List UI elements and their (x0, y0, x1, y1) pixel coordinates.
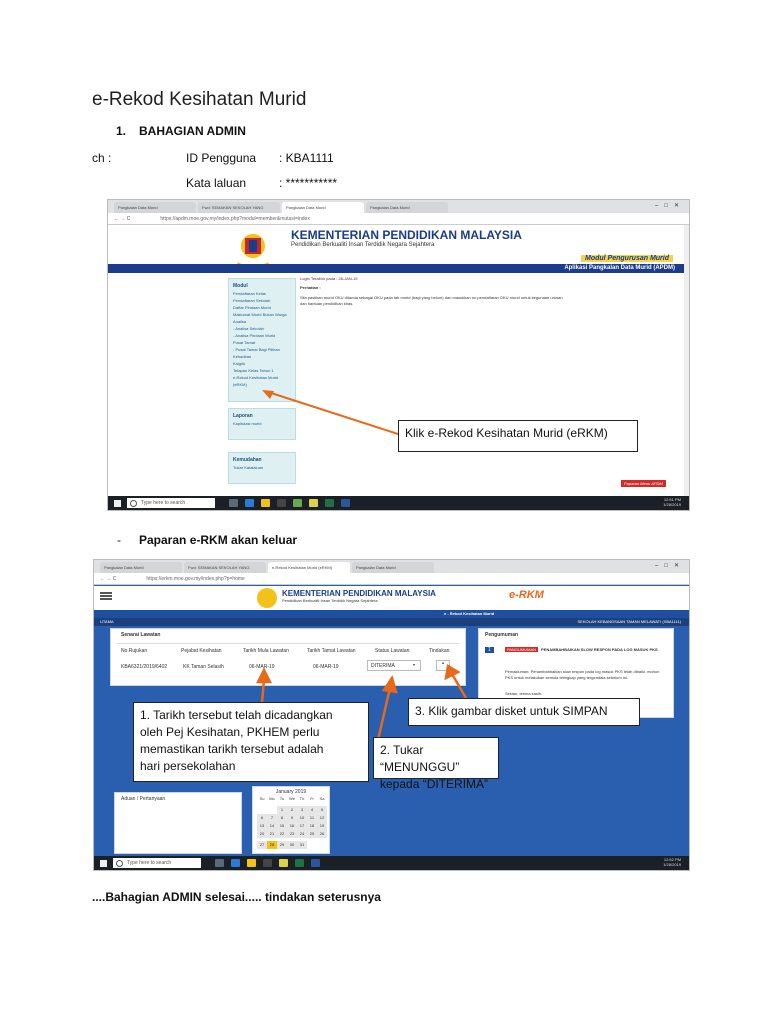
chrome-icon[interactable] (279, 859, 288, 867)
col-header: Tindakan (429, 648, 450, 654)
cell-ref: KBA6321/2019/6402 (121, 664, 168, 670)
calendar-cell[interactable]: 4 (307, 806, 317, 814)
browser-tab-active[interactable]: Pangkalan Data Murid (282, 202, 364, 213)
edge-icon[interactable] (245, 499, 254, 507)
calendar-cell[interactable] (307, 838, 317, 846)
password-label: Kata laluan (186, 176, 247, 190)
excel-icon[interactable] (325, 499, 334, 507)
calendar-cell[interactable]: 30 (287, 841, 297, 849)
browser-tab[interactable]: Pangkalan Data Murid (114, 202, 196, 213)
notice-text: Sila pastikan murid OKU ditanda sebagai OKU pada tab murid (bagi yang belum) dan masukkan no pendaftaran OKU murid untuk kegunaan urusan dan bantuan pendidikan khas. (300, 295, 563, 306)
callout-tukar-status: 2. Tukar “MENUNGGU” kepada “DITERIMA” (373, 737, 499, 779)
ministry-tagline: Pendidikan Berkualiti Insan Terdidik Negara Sejahtera (291, 242, 435, 248)
menu-list (233, 290, 291, 388)
aduan-panel (114, 792, 242, 854)
windows-start-icon[interactable] (100, 860, 107, 867)
menu-item[interactable]: e-Rekod Kesihatan Murid (eRKM) (233, 375, 279, 387)
col-header: Pejabat Kesihatan (181, 648, 222, 654)
calendar-cell[interactable]: 29 (277, 841, 287, 849)
nav-arrows-icon[interactable]: ← → C (100, 575, 117, 582)
calendar-cell[interactable]: 13 (257, 822, 267, 830)
calendar-cell[interactable]: 5 (317, 806, 327, 814)
app-banner (108, 264, 689, 273)
menu-item[interactable]: Pusat Tamat (233, 340, 256, 345)
breadcrumb (94, 618, 689, 626)
calendar-day-header: We (289, 796, 295, 801)
browser-tab[interactable]: Pangkalan Data Murid (352, 562, 434, 573)
windows-taskbar (94, 856, 689, 870)
calendar-day-header: Su (259, 796, 265, 801)
taskbar-clock: 12:52 PM 1/28/2019 (663, 857, 681, 867)
menu-item[interactable]: Daftar Pindaan Murid (233, 305, 271, 310)
announcement-thanks: Sekian, terima kasih. (505, 691, 543, 696)
app-title: Aplikasi Pangkalan Data Murid (APDM) (564, 265, 675, 271)
taskview-icon[interactable] (215, 859, 224, 867)
browser-tab[interactable]: Pangkalan Data Murid (100, 562, 182, 573)
windows-start-icon[interactable] (114, 500, 121, 507)
menu-item[interactable]: Tetapan Kelas Tahun 1 (233, 368, 274, 373)
ch-label: ch : (92, 151, 112, 165)
module-name: Modul Pengurusan Murid (581, 255, 673, 262)
breadcrumb-home[interactable]: UTAMA (100, 619, 114, 624)
calendar-cell[interactable] (257, 803, 267, 811)
hamburger-menu-icon[interactable] (100, 592, 112, 600)
col-header: Tarikh Mula Lawatan (243, 648, 289, 654)
erkm-header (94, 586, 689, 610)
save-disk-icon[interactable]: ▪ (436, 660, 450, 671)
visit-list-panel (110, 628, 466, 686)
calendar-day-header: Sa (319, 796, 325, 801)
calendar-cell[interactable]: 25 (307, 830, 317, 838)
status-select[interactable]: DITERIMA (367, 660, 421, 671)
ministry-name: KEMENTERIAN PENDIDIKAN MALAYSIA (291, 228, 522, 242)
callout-arrow-1 (260, 388, 400, 438)
chevron-down-icon: ▾ (413, 662, 416, 667)
apdm-menu-button[interactable]: Paparan Menu APDM (621, 480, 666, 487)
callout-simpan: 3. Klik gambar disket untuk SIMPAN (408, 698, 640, 726)
calendar-cell[interactable]: 3 (297, 806, 307, 814)
cell-clinic: KK Taman Selasih (183, 664, 224, 670)
menu-item[interactable]: Kehadiran (233, 354, 252, 359)
calendar-grid (253, 795, 329, 849)
calendar-cell[interactable]: 17 (297, 822, 307, 830)
footer-note: ....Bahagian ADMIN selesai..... tindakan seterusnya (92, 890, 381, 904)
menu-item[interactable]: Analisa (233, 319, 247, 324)
windows-taskbar (108, 496, 689, 510)
announcement-body: Pemakluman: Penambahbaikan slow respon pada log masuk PKS telah dibaiki. mohon PKS untuk melakukan semula tetingkap yang tergendala sebelum ini. (505, 669, 660, 680)
calendar-cell[interactable]: 21 (267, 830, 277, 838)
calendar-day-header: Th (299, 796, 305, 801)
calendar-cell[interactable]: 16 (287, 822, 297, 830)
aduan-title: Aduan / Pertanyaan (121, 796, 166, 802)
taskbar-search[interactable]: Type here to search (127, 498, 215, 508)
calendar-cell[interactable]: 24 (297, 830, 307, 838)
taskview-icon[interactable] (229, 499, 238, 507)
calendar-widget (252, 786, 330, 854)
calendar-cell[interactable] (267, 803, 277, 811)
announcement-badge: PANGUMUMAN (507, 647, 537, 652)
notice-title: Perhatian : (300, 285, 321, 290)
taskbar-apps (215, 859, 327, 867)
calendar-cell[interactable]: 15 (277, 822, 287, 830)
menu-title: Modul (233, 283, 248, 289)
taskbar-apps (229, 499, 357, 507)
menu-item[interactable]: - Pusat Tamat Bagi Pilihan (233, 347, 280, 352)
section-title: BAHAGIAN ADMIN (139, 124, 246, 138)
calendar-cell[interactable]: 28 (267, 841, 277, 849)
calendar-day-header: Mo (269, 796, 275, 801)
school-name: SEKOLAH KEBANGSAAN TAMAN MELAWATI (XBA1111) (577, 619, 681, 624)
kemudahan-title: Kemudahan (233, 457, 262, 463)
url-text[interactable]: https://apdm.moe.gov.my/index.php?modul=member&mutasi=index (160, 215, 310, 222)
calendar-cell[interactable]: 22 (277, 830, 287, 838)
laporan-title: Laporan (233, 413, 253, 419)
word-icon[interactable] (341, 499, 350, 507)
screenshot-apdm (107, 199, 690, 511)
calendar-cell[interactable]: 11 (307, 814, 317, 822)
store-icon[interactable] (263, 859, 272, 867)
browser-tabbar (94, 560, 689, 573)
menu-item[interactable]: - Analisa Pindaan Murid (233, 333, 276, 338)
sidebar-kemudahan (228, 452, 296, 484)
calendar-month: January 2019 (275, 789, 307, 795)
calendar-day-header: Tu (279, 796, 285, 801)
menu-item[interactable]: Pendaftaran Sekolah (233, 298, 271, 303)
announcement-title: Pengumuman (485, 632, 519, 638)
section-number: 1. (116, 124, 127, 138)
calendar-cell[interactable]: 12 (317, 814, 327, 822)
calendar-cell[interactable]: 7 (267, 814, 277, 822)
edge-icon[interactable] (231, 859, 240, 867)
announcement-heading: PENAMBAHBAIKAN SLOW RESPON PADA LOG MASUK PKS (541, 647, 658, 652)
ministry-tagline: Pendidikan Berkualiti Insan Terdidik Negara Sejahtera (282, 598, 378, 603)
calendar-cell[interactable]: 27 (257, 841, 267, 849)
calendar-cell[interactable]: 6 (257, 814, 267, 822)
taskbar-search[interactable]: Type here to search (113, 858, 201, 868)
window-controls[interactable]: –□✕ (655, 203, 685, 209)
last-login: Login Terakhir pada : 28-JAN-19 (300, 276, 358, 281)
menu-item[interactable]: Pendaftaran Kelas (233, 291, 266, 296)
document-title: e-Rekod Kesihatan Murid (92, 89, 307, 110)
address-bar[interactable] (94, 573, 689, 585)
calendar-cell[interactable]: 10 (297, 814, 307, 822)
cell-end-date: 06-MAR-19 (313, 664, 339, 670)
calendar-cell[interactable]: 1 (277, 806, 287, 814)
calendar-cell[interactable]: 26 (317, 830, 327, 838)
folder-icon[interactable] (261, 499, 270, 507)
browser-tab[interactable]: Fwd: SEMAKAN SEKOLAH YANG (184, 562, 266, 573)
chrome-icon[interactable] (309, 499, 318, 507)
col-header: Status Lawatan (375, 648, 410, 654)
sidebar-menu (228, 278, 296, 402)
word-icon[interactable] (311, 859, 320, 867)
excel-icon[interactable] (295, 859, 304, 867)
folder-icon[interactable] (247, 859, 256, 867)
calendar-cell[interactable] (317, 838, 327, 846)
menu-item[interactable]: Maklumat Murid Bukan Warga (233, 312, 287, 317)
calendar-day-header: Fr (310, 796, 314, 801)
taskbar-clock: 12:51 PM 1/28/2019 (663, 497, 681, 507)
menu-item[interactable]: Kapitulasi murid (233, 421, 262, 426)
erkm-subbanner (94, 610, 689, 618)
erkm-subtitle: e - Rekod Kesihatan Murid (444, 611, 495, 616)
store-icon[interactable] (277, 499, 286, 507)
menu-item[interactable]: Kaigrik (233, 361, 246, 366)
menu-item[interactable]: Tukar Katalaluan (233, 465, 264, 470)
menu-item[interactable]: - Analisa Sekolah (233, 326, 264, 331)
calendar-cell[interactable]: 20 (257, 830, 267, 838)
panel-title: Senarai Lawatan (121, 632, 161, 638)
calendar-cell[interactable]: 18 (307, 822, 317, 830)
browser-tab[interactable]: Pangkalan Data Murid (366, 202, 448, 213)
app-icon[interactable] (293, 499, 302, 507)
password-value: : *********** (279, 176, 338, 190)
bullet-dash: - (117, 533, 121, 547)
ministry-name: KEMENTERIAN PENDIDIKAN MALAYSIA (282, 589, 436, 598)
address-bar[interactable] (108, 213, 689, 225)
calendar-cell[interactable]: 23 (287, 830, 297, 838)
browser-tab[interactable]: Fwd: SEMAKAN SEKOLAH YANG (198, 202, 280, 213)
browser-tab-active[interactable]: e-Rekod Kesihatan Murid (eRKM) (268, 562, 350, 573)
calendar-cell[interactable]: 14 (267, 822, 277, 830)
id-label: ID Pengguna (186, 151, 257, 165)
col-header: Tarikh Tamat Lawatan (307, 648, 356, 654)
calendar-cell[interactable]: 31 (297, 841, 307, 849)
erkm-brand: e-RKM (509, 589, 544, 601)
url-text[interactable]: https://erkm.moe.gov.my/index.php?p=home (146, 575, 245, 582)
col-header: No.Rujukan (121, 648, 148, 654)
announcement-index: 1 (485, 647, 494, 653)
window-controls[interactable]: –□✕ (655, 563, 685, 569)
cell-start-date: 06-MAR-19 (249, 664, 275, 670)
callout-klik-erkm: Klik e-Rekod Kesihatan Murid (eRKM) (398, 420, 638, 452)
calendar-cell[interactable]: 2 (287, 806, 297, 814)
malaysia-crest-logo (257, 588, 277, 608)
calendar-cell[interactable]: 8 (277, 814, 287, 822)
bullet-text: Paparan e-RKM akan keluar (139, 533, 298, 547)
scrollbar[interactable] (684, 225, 689, 497)
callout-tarikh: 1. Tarikh tersebut telah dicadangkan oleh Pej Kesihatan, PKHEM perlu memastikan tarikh tersebut adalah hari persekolahan (133, 702, 369, 782)
calendar-cell[interactable]: 19 (317, 822, 327, 830)
id-value: : KBA1111 (279, 151, 334, 165)
nav-arrows-icon[interactable]: ← → C (114, 215, 131, 222)
browser-tabbar (108, 200, 689, 213)
calendar-cell[interactable]: 9 (287, 814, 297, 822)
